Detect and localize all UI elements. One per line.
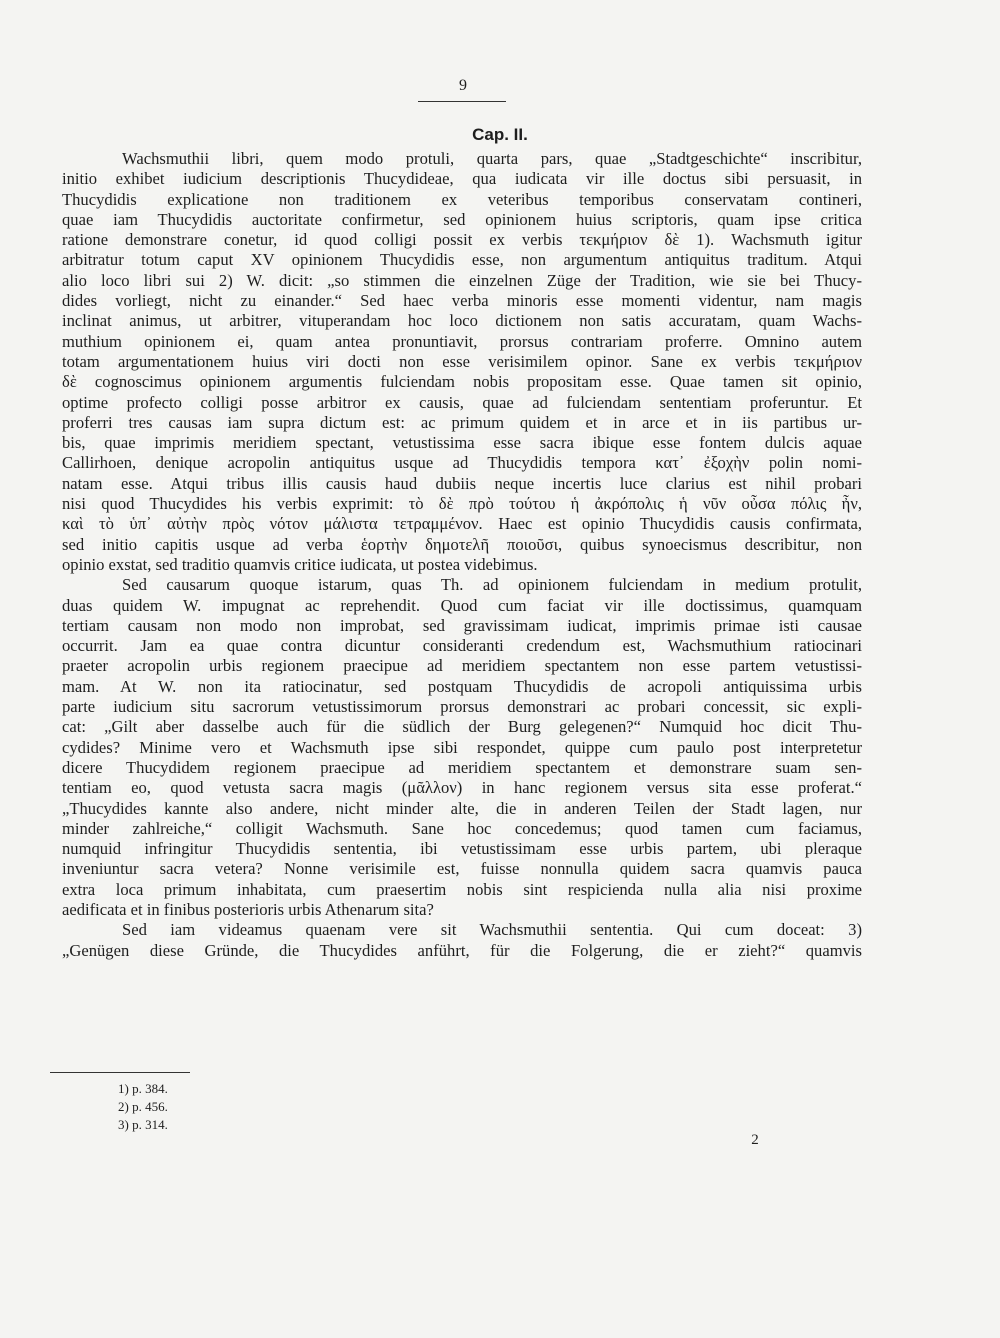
text-line: ratione demonstrare conetur, id quod colligi possit ex verbis τεκμήριον δὲ 1). Wachsmuth igitur [62,230,862,250]
text-line: alio loco libri sui 2) W. dicit: „so stimmen die einzelnen Züge der Tradition, wie sie bei Thucy- [62,270,862,290]
text-line: natam esse. Atqui tribus illis causis haud dubiis neque incertis luce clarius est nihil probari [62,473,862,493]
text-line: opinio exstat, sed traditio quamvis critice iudicata, ut postea videbimus. [62,554,538,574]
text-line: sed initio capitis usque ad verba ἑορτὴν δημοτελῆ ποιοῦσι, quibus synoecismus describitur, non [62,534,862,554]
text-line: numquid infringitur Thucydidis sententia, ibi vetustissimam esse urbis partem, ubi pleraque [62,839,862,859]
body-text [62,149,862,961]
signature-mark: 2 [751,1132,759,1148]
text-line: „Genügen diese Gründe, die Thucydides anführt, für die Folgerung, die er zieht?“ quamvis [62,940,862,960]
text-line: inveniuntur sacra vetera? Nonne verisimile est, fuisse nonnulla quidem sacra quamvis pauca [62,859,862,879]
text-line: tertiam causam non modo non improbat, sed gravissimam iudicat, imprimis primae isti causae [62,615,862,635]
text-line: minder zahlreiche,“ colligit Wachsmuth. Sane hoc concedemus; quod tamen cum faciamus, [62,818,862,838]
text-line: Thucydidis explicatione non traditionem ex veteribus temporibus conservatam contineri, [62,189,862,209]
footnotes [118,1080,168,1134]
text-line: praeter acropolin urbis regionem praecipue ad meridiem spectantem non esse partem vetustissi- [62,656,862,676]
text-line: Sed iam videamus quaenam vere sit Wachsmuthii sententia. Qui cum doceat: 3) [122,920,862,940]
text-line: καὶ τὸ ὑπ᾽ αὐτὴν πρὸς νότον μάλιστα τετραμμένον. Haec est opinio Thucydidis causis confirmata, [62,514,862,534]
text-line: δὲ cognoscimus opinionem argumentis fulciendam nobis propositam esse. Quae tamen sit opinio, [62,372,862,392]
text-line: dicere Thucydidem regionem praecipue ad meridiem spectantem et demonstrare suam sen- [62,757,862,777]
text-line: extra loca primum inhabitata, cum praesertim nobis sint respicienda nulla alia nisi proxime [62,879,862,899]
text-line: nisi quod Thucydides his verbis exprimit: τὸ δὲ πρὸ τούτου ἡ ἀκρόπολις ἡ νῦν οὖσα πόλις ἦν, [62,494,862,514]
text-line: totam argumentationem huius viri docti non esse verisimilem opinor. Sane ex verbis τεκμήριον [62,351,862,371]
footnote-3: 3) p. 314. [118,1117,168,1132]
footnote-rule [50,1072,190,1073]
text-line: arbitratur totum caput XV opinionem Thucydidis esse, non argumentum antiquitus traditum. Atqui [62,250,862,270]
footnote-1: 1) p. 384. [118,1081,168,1096]
text-line: muthium opinionem ei, quam antea pronuntiavit, prorsus contrariam proferre. Omnino autem [62,331,862,351]
text-line: optime profecto colligi posse arbitror ex causis, quae ad fulciendam sententiam proferuntur. Et [62,392,862,412]
text-line: proferri tres causas iam supra dictum est: ac primum quidem et in arce et in iis partibus ur- [62,412,862,432]
text-line: dides vorliegt, nicht zu einander.“ Sed haec verba minoris esse momenti videntur, nam magis [62,291,862,311]
text-line: tentiam eo, quod vetusta sacra magis (μᾶλλον) in hanc regionem versus sita esse proferat.“ [62,778,862,798]
text-line: initio exhibet iudicium descriptionis Thucydideae, qua iudicata vir ille doctus sibi persuasit, in [62,169,862,189]
top-rule [418,101,506,102]
text-line: occurrit. Jam ea quae contra dicuntur consideranti credendum est, Wachsmuthium ratiocinari [62,636,862,656]
text-line: cydides? Minime vero et Wachsmuth ipse sibi respondet, quippe cum paulo post interpretetur [62,737,862,757]
page-number: 9 [459,77,467,94]
text-line: cat: „Gilt aber dasselbe auch für die südlich der Burg gelegenen?“ Numquid hoc dicit Thu- [62,717,862,737]
text-line: quae iam Thucydidis auctoritate confirmetur, sed opinionem huius scriptoris, quam ipse critica [62,209,862,229]
text-line: inclinat animus, ut arbitrer, vituperandam hoc loco dictionem non satis accuratam, quam Wachs- [62,311,862,331]
footnote-2: 2) p. 456. [118,1099,168,1114]
text-line: aedificata et in finibus posterioris urbis Athenarum sita? [62,899,434,919]
text-line: mam. At W. non ita ratiocinatur, sed postquam Thucydidis de acropoli antiquissima urbis [62,676,862,696]
text-line: Sed causarum quoque istarum, quas Th. ad opinionem fulciendam in medium protulit, [122,575,862,595]
text-line: parte iudicium situ sacrorum vetustissimorum prorsus demonstrari ac probari concessit, sic expli- [62,697,862,717]
chapter-heading: Cap. II. [472,125,528,144]
text-line: Wachsmuthii libri, quem modo protuli, quarta pars, quae „Stadtgeschichte“ inscribitur, [122,149,862,168]
text-line: „Thucydides kannte also andere, nicht minder alte, die in anderen Teilen der Stadt lagen, nur [62,798,862,818]
text-line: bis, quae imprimis meridiem spectant, vetustissima esse sacra ibique esse fontem dulcis aquae [62,433,862,453]
text-line: Callirhoen, denique acropolin antiquitus usque ad Thucydidis tempora κατ᾽ ἐξοχὴν polin nomi- [62,453,862,473]
text-line: duas quidem W. impugnat ac reprehendit. Quod cum faciat vir ille doctissimus, quamquam [62,595,862,615]
